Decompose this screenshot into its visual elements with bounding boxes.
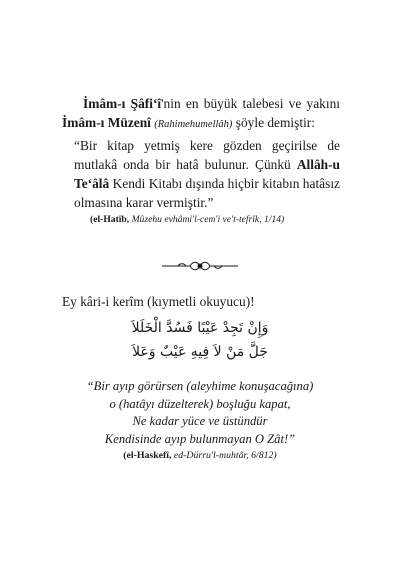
quote-part-2: Kendi Kitabı dışında hiçbir kitabın hatâsız olmasına karar vermiştir.” [74, 176, 340, 210]
verse-line-2: o (hatâyı düzelterek) boşluğu kapat, [109, 396, 291, 411]
intro-text-1: 'nin en büyük talebesi ve yakını [161, 96, 341, 111]
citation-2 [70, 450, 330, 462]
quote-paragraph [74, 136, 340, 212]
arabic-verse-line-1: وَإِنْ تَجِدْ عَيْبًا فَسُدَّ الْخَلَلاَ [131, 320, 269, 336]
quote-part-1: “Bir kitap yetmiş kere gözden geçirilse de mutlakâ onda bir hatâ bulunur. Çünkü [74, 138, 340, 172]
intro-paragraph [62, 94, 340, 134]
citation-1-ref: 1/14) [261, 214, 285, 225]
ornament-divider [160, 258, 240, 274]
citation-1-author: (el-Hatîb, [90, 214, 130, 225]
quote-divine-name: Allâh-u Teʻâlâ [74, 157, 340, 191]
citation-1 [90, 214, 350, 226]
arabic-verse-line-2: جَلَّ مَنْ لاَ فِيهِ عَيْبٌ وَعَلاَ [132, 344, 268, 360]
reader-address: Ey kâri-i kerîm (kıymetli okuyucu)! [62, 294, 255, 309]
verse-line-3: Ne kadar yüce ve üstündür [132, 414, 268, 428]
imam-shafii-name: İmâm-ı Şâfiʻî [82, 96, 162, 111]
citation-2-work: ed-Dürru'l-muhtâr, [171, 450, 249, 461]
imam-muzeni-name: İmâm-ı Müzenî [62, 115, 151, 130]
citation-2-ref: 6/812) [248, 450, 277, 461]
citation-1-work: Mûzehu evhâmi'l-cem'i ve't-tefrîk, [129, 214, 262, 225]
verse-line-1: “Bir ayıp görürsen (aleyhime konuşacağına) [86, 379, 314, 393]
verse-translation [60, 378, 340, 448]
intro-text-2: şöyle demiştir: [232, 115, 315, 130]
verse-line-4: Kendisinde ayıp bulunmayan O Zât!” [104, 431, 296, 446]
citation-2-author: (el-Haskefî, [123, 450, 172, 461]
intro-honorific: (Rahimehumellâh) [154, 119, 233, 130]
